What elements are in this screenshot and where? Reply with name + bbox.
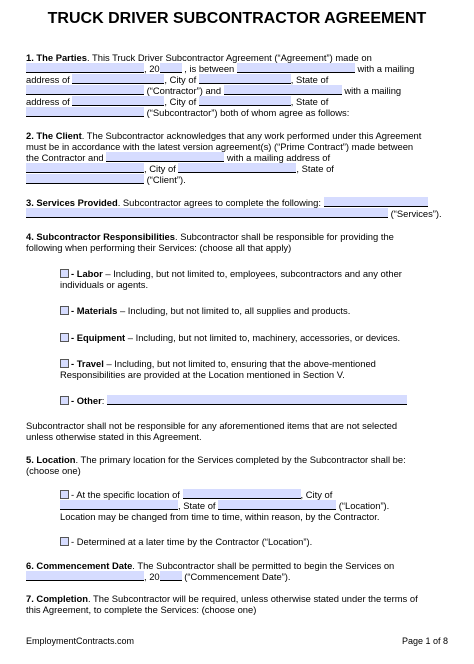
location-option-specific: - At the specific location of , City of <box>60 489 332 500</box>
client-address-field[interactable] <box>26 163 144 173</box>
services-field-1[interactable] <box>324 197 428 207</box>
parties-line-2: , 20 , is between with a mailing <box>26 63 414 74</box>
services-line-2: (“Services”). <box>26 208 442 219</box>
location-line-2: (choose one) <box>26 465 81 476</box>
responsibilities-line-1: 4. Subcontractor Responsibilities. Subcontractor shall be responsible for providing the <box>26 231 394 242</box>
equipment-option: - Equipment – Including, but not limited to, machinery, accessories, or devices. <box>60 332 400 343</box>
commencement-year-field[interactable] <box>160 571 182 581</box>
equipment-checkbox[interactable] <box>60 333 69 342</box>
client-heading: 2. The Client <box>26 130 82 141</box>
client-line-2: must be in accordance with the latest version agreement(s) (“Prime Contract”) made between <box>26 141 414 152</box>
parties-heading: 1. The Parties <box>26 52 87 63</box>
services-heading: 3. Services Provided <box>26 197 118 208</box>
specific-location-checkbox[interactable] <box>60 490 69 499</box>
completion-line-2: this Agreement, to complete the Services: (choose one) <box>26 604 257 615</box>
commencement-heading: 6. Commencement Date <box>26 560 133 571</box>
contractor-state-field[interactable] <box>26 85 144 95</box>
location-state-field[interactable] <box>218 500 336 510</box>
location-option-specific-3: Location may be changed from time to time, within reason, by the Contractor. <box>60 511 380 522</box>
location-line-1: 5. Location. The primary location for the Services completed by the Subcontractor shall be: <box>26 454 406 465</box>
client-line-3: the Contractor and with a mailing address of <box>26 152 331 163</box>
other-field[interactable] <box>107 395 407 405</box>
agreement-date-field[interactable] <box>26 63 144 73</box>
location-option-later: - Determined at a later time by the Contractor (“Location”). <box>60 536 312 547</box>
commencement-date-field[interactable] <box>26 571 144 581</box>
parties-line-6: (“Subcontractor”) both of whom agree as follows: <box>26 107 349 118</box>
contractor-name-field[interactable] <box>237 63 355 73</box>
footer-page-number: Page 1 of 8 <box>401 636 448 646</box>
client-line-1: 2. The Client. The Subcontractor acknowledges that any work performed under this Agreement <box>26 130 422 141</box>
other-option: - Other: <box>60 395 407 406</box>
contractor-address-field[interactable] <box>72 74 164 84</box>
location-option-specific-2: , State of (“Location”). <box>60 500 389 511</box>
parties-line-4: (“Contractor”) and with a mailing <box>26 85 401 96</box>
parties-line-1: 1. The Parties. This Truck Driver Subcontractor Agreement (“Agreement”) made on <box>26 52 372 63</box>
services-line-1: 3. Services Provided. Subcontractor agrees to complete the following: <box>26 197 428 208</box>
parties-line-5: address of , City of , State of <box>26 96 329 107</box>
contractor-city-field[interactable] <box>199 74 291 84</box>
footer-website: EmploymentContracts.com <box>26 636 135 646</box>
subcontractor-address-field[interactable] <box>72 96 164 106</box>
travel-option: - Travel – Including, but not limited to, ensuring that the above-mentioned <box>60 358 376 369</box>
specific-location-field[interactable] <box>183 489 301 499</box>
labor-checkbox[interactable] <box>60 269 69 278</box>
client-state-field[interactable] <box>26 174 144 184</box>
client-name-field[interactable] <box>106 152 224 162</box>
travel-option-cont: Responsibilities are provided at the Location mentioned in Section V. <box>60 369 345 380</box>
subcontractor-state-field[interactable] <box>26 107 144 117</box>
document-title: TRUCK DRIVER SUBCONTRACTOR AGREEMENT <box>47 10 427 27</box>
responsibilities-note-2: unless otherwise stated in this Agreement. <box>26 431 202 442</box>
client-city-field[interactable] <box>178 163 296 173</box>
subcontractor-name-field[interactable] <box>224 85 342 95</box>
subcontractor-city-field[interactable] <box>199 96 291 106</box>
client-line-5: (“Client”). <box>26 174 186 185</box>
materials-option: - Materials – Including, but not limited to, all supplies and products. <box>60 305 350 316</box>
location-city-field[interactable] <box>60 500 178 510</box>
client-line-4: , City of , State of <box>26 163 334 174</box>
completion-line-1: 7. Completion. The Subcontractor will be required, unless otherwise stated under the terms of <box>26 593 418 604</box>
commencement-line-2: , 20 (“Commencement Date”). <box>26 571 291 582</box>
completion-heading: 7. Completion <box>26 593 88 604</box>
labor-option-cont: individuals or agents. <box>60 279 149 290</box>
other-checkbox[interactable] <box>60 396 69 405</box>
agreement-year-field[interactable] <box>160 63 182 73</box>
location-heading: 5. Location <box>26 454 76 465</box>
responsibilities-note-1: Subcontractor shall not be responsible for any aforementioned items that are not selected <box>26 420 398 431</box>
parties-line-3: address of , City of , State of <box>26 74 329 85</box>
later-location-checkbox[interactable] <box>60 537 69 546</box>
materials-checkbox[interactable] <box>60 306 69 315</box>
responsibilities-heading: 4. Subcontractor Responsibilities <box>26 231 175 242</box>
services-field-2[interactable] <box>26 208 388 218</box>
responsibilities-line-2: following when performing their Services: (choose all that apply) <box>26 242 292 253</box>
travel-checkbox[interactable] <box>60 359 69 368</box>
commencement-line-1: 6. Commencement Date. The Subcontractor shall be permitted to begin the Services on <box>26 560 395 571</box>
labor-option: - Labor – Including, but not limited to, employees, subcontractors and any other <box>60 268 402 279</box>
